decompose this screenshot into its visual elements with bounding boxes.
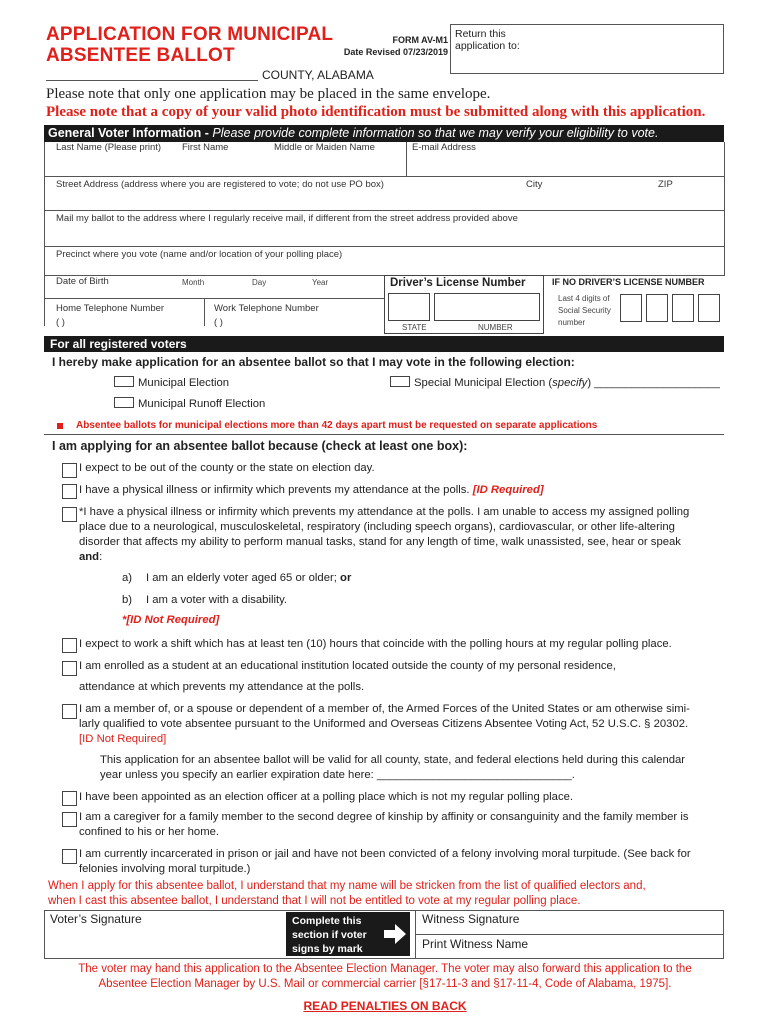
row-divider-2 (44, 210, 724, 211)
reason-illness-checkbox[interactable] (62, 484, 77, 499)
special-election-checkbox[interactable] (390, 376, 410, 387)
precinct-label: Precinct where you vote (name and/or location of your polling place) (56, 249, 343, 260)
reason-work-shift-checkbox[interactable] (62, 638, 77, 653)
reason-illness-label: I have a physical illness or infirmity which prevents my attendance at the polls. [ID Required] (79, 484, 544, 496)
option-b-text: I am a voter with a disability. (146, 594, 288, 606)
work-phone-field[interactable]: ( ) (214, 317, 223, 328)
right-border (724, 142, 725, 276)
option-a-letter: a) (122, 572, 133, 584)
home-phone-field[interactable]: ( ) (56, 317, 65, 328)
delivery-instructions: The voter may hand this application to the Absentee Election Manager. The voter may also forward this application to the Absentee Election Manager by U.S. Mail or commercial carrier [§17-11-3 and §17-11-4, Code of Alabama, 1975]. (78, 963, 692, 990)
print-witness-field[interactable] (540, 936, 722, 956)
email-label: E-mail Address (412, 142, 476, 153)
reason-student-label: I am enrolled as a student at an educational institution located outside the county of my personal residence, (79, 660, 616, 672)
no-dl-label: IF NO DRIVER’S LICENSE NUMBER (552, 277, 705, 287)
sign-by-mark-note: Complete this section if voter signs by mark (286, 912, 410, 956)
reason-caregiver-label: I am a caregiver for a family member to the second degree of kinship by affinity or consanguinity and the family member is confined to his or her home. (79, 811, 689, 838)
reason-incarcerated-checkbox[interactable] (62, 849, 77, 864)
id-not-required-note: *[ID Not Required] (122, 614, 220, 626)
date-revised: Date Revised 07/23/2019 (343, 47, 448, 57)
runoff-election-checkbox[interactable] (114, 397, 134, 408)
precinct-field[interactable] (45, 262, 723, 276)
mail-address-label: Mail my ballot to the address where I regularly receive mail, if different from the street address provided above (56, 213, 518, 224)
reasons-heading: I am applying for an absentee ballot because (check at least one box): (52, 439, 468, 453)
reason-election-officer-label: I have been appointed as an election officer at a polling place which is not my regular polling place. (79, 791, 574, 803)
reason-work-shift-label: I expect to work a shift which has at least ten (10) hours that coincide with the polling hours at my regular polling place. (79, 638, 672, 650)
name-field[interactable] (45, 156, 405, 176)
row-divider-1 (44, 176, 724, 177)
witness-signature-field[interactable] (540, 912, 722, 932)
ssn-digit-1[interactable] (620, 294, 642, 322)
warning-divider (44, 434, 724, 435)
reason-election-officer-checkbox[interactable] (62, 791, 77, 806)
reason-caregiver-checkbox[interactable] (62, 812, 77, 827)
city-label: City (526, 179, 543, 190)
middle-name-label: Middle or Maiden Name (274, 142, 375, 153)
email-field[interactable] (408, 156, 723, 176)
dl-state-field[interactable] (388, 293, 430, 321)
photo-id-note: Please note that a copy of your valid photo identification must be submitted along with this application. (46, 104, 706, 120)
validity-statement: This application for an absentee ballot will be valid for all county, state, and federal elections held during this calendar year unless you specify an earlier expiration date here: _______________________________. (100, 754, 686, 781)
street-label: Street Address (address where you are registered to vote; do not use PO box) (56, 179, 384, 190)
dob-field[interactable] (170, 286, 380, 296)
ssn-digit-4[interactable] (698, 294, 720, 322)
special-election-label: Special Municipal Election (specify) ____________________ (414, 377, 720, 389)
month-label: Month (182, 278, 205, 287)
application-statement: I hereby make application for an absentee ballot so that I may vote in the following election: (52, 355, 575, 369)
zip-label: ZIP (658, 179, 673, 190)
county-label: COUNTY, ALABAMA (262, 68, 374, 82)
reason-disability-label: *I have a physical illness or infirmity which prevents my attendance at the polls. I am unable to access my assigned polling place due to a neurological, musculoskeletal, respiratory (including speech organs), cardiovascular, or other life-altering disorder that affects my ability to perform manual tasks, stand for any length of time, walk unassisted, see, hear or speak and: (79, 506, 690, 563)
number-label: NUMBER (478, 323, 513, 332)
state-label: STATE (402, 323, 427, 332)
reason-disability-checkbox[interactable] (62, 507, 77, 522)
option-b-letter: b) (122, 594, 133, 606)
witness-signature-label: Witness Signature (422, 912, 520, 926)
reason-out-of-county-checkbox[interactable] (62, 463, 77, 478)
one-envelope-note: Please note that only one application may be placed in the same envelope. (46, 86, 491, 102)
option-a-text: I am an elderly voter aged 65 or older; or (146, 572, 352, 584)
return-line1: Return this (455, 28, 506, 40)
municipal-election-checkbox[interactable] (114, 376, 134, 387)
form-title-line1: APPLICATION FOR MUNICIPAL (46, 24, 334, 45)
general-info-header: General Voter Information - Please provide complete information so that we may verify your eligibility to vote. (44, 125, 724, 142)
understanding-statement: When I apply for this absentee ballot, I understand that my name will be stricken from the list of qualified electors and, when I cast this absentee ballot, I understand that I will not be entitled to vote at my regular polling place. (48, 880, 646, 907)
dl-number-label: Driver’s License Number (390, 277, 526, 289)
print-witness-label: Print Witness Name (422, 937, 529, 951)
return-line2: application to: (455, 40, 520, 52)
day-label: Day (252, 278, 267, 287)
reason-student-label-2: attendance at which prevents my attendance at the polls. (79, 681, 365, 693)
email-divider (406, 142, 407, 176)
runoff-election-label: Municipal Runoff Election (138, 398, 266, 410)
return-address-box[interactable] (450, 24, 724, 74)
street-field[interactable] (45, 192, 723, 210)
ssn-digit-3[interactable] (672, 294, 694, 322)
municipal-election-label: Municipal Election (138, 377, 230, 389)
reason-military-label: I am a member of, or a spouse or dependent of a member of, the Armed Forces of the United States or am otherwise simi- larly qualified to vote absentee pursuant to the Uniformed and Overseas Citizens Absentee Voting Act, 52 U.S.C. § 20302. [ID Not Required] (79, 703, 690, 745)
arrow-right-icon (382, 922, 408, 946)
mail-address-field[interactable] (45, 226, 723, 246)
row-divider-5 (44, 298, 384, 299)
reason-out-of-county-label: I expect to be out of the county or the state on election day. (79, 462, 375, 474)
row-divider-3 (44, 246, 724, 247)
voter-signature-label: Voter’s Signature (50, 912, 142, 926)
ssn-label: Last 4 digits of Social Security number (558, 294, 611, 327)
county-blank[interactable] (46, 80, 258, 81)
registered-voters-header: For all registered voters (44, 336, 724, 352)
phone-divider (204, 298, 205, 326)
bullet-icon (57, 423, 63, 429)
home-phone-label: Home Telephone Number (56, 303, 165, 314)
ssn-digit-2[interactable] (646, 294, 668, 322)
year-label: Year (312, 278, 329, 287)
witness-row-divider (415, 934, 724, 935)
voter-signature-field[interactable] (150, 924, 280, 956)
reason-military-checkbox[interactable] (62, 704, 77, 719)
form-title-line2: ABSENTEE BALLOT (46, 45, 235, 66)
form-number: FORM AV-M1 Date Revised 07/23/2019 (330, 34, 448, 58)
work-phone-label: Work Telephone Number (214, 303, 319, 314)
reason-student-checkbox[interactable] (62, 661, 77, 676)
read-penalties-link[interactable]: READ PENALTIES ON BACK (303, 999, 467, 1013)
dob-label: Date of Birth (56, 276, 109, 287)
separate-applications-warning: Absentee ballots for municipal elections more than 42 days apart must be requested on separate applications (76, 420, 598, 431)
reason-incarcerated-label: I am currently incarcerated in prison or jail and have not been convicted of a felony involving moral turpitude. (See back for felonies involving moral turpitude.) (79, 848, 691, 875)
first-name-label: First Name (182, 142, 229, 153)
last-name-label: Last Name (Please print) (56, 142, 162, 153)
dl-number-field[interactable] (434, 293, 540, 321)
